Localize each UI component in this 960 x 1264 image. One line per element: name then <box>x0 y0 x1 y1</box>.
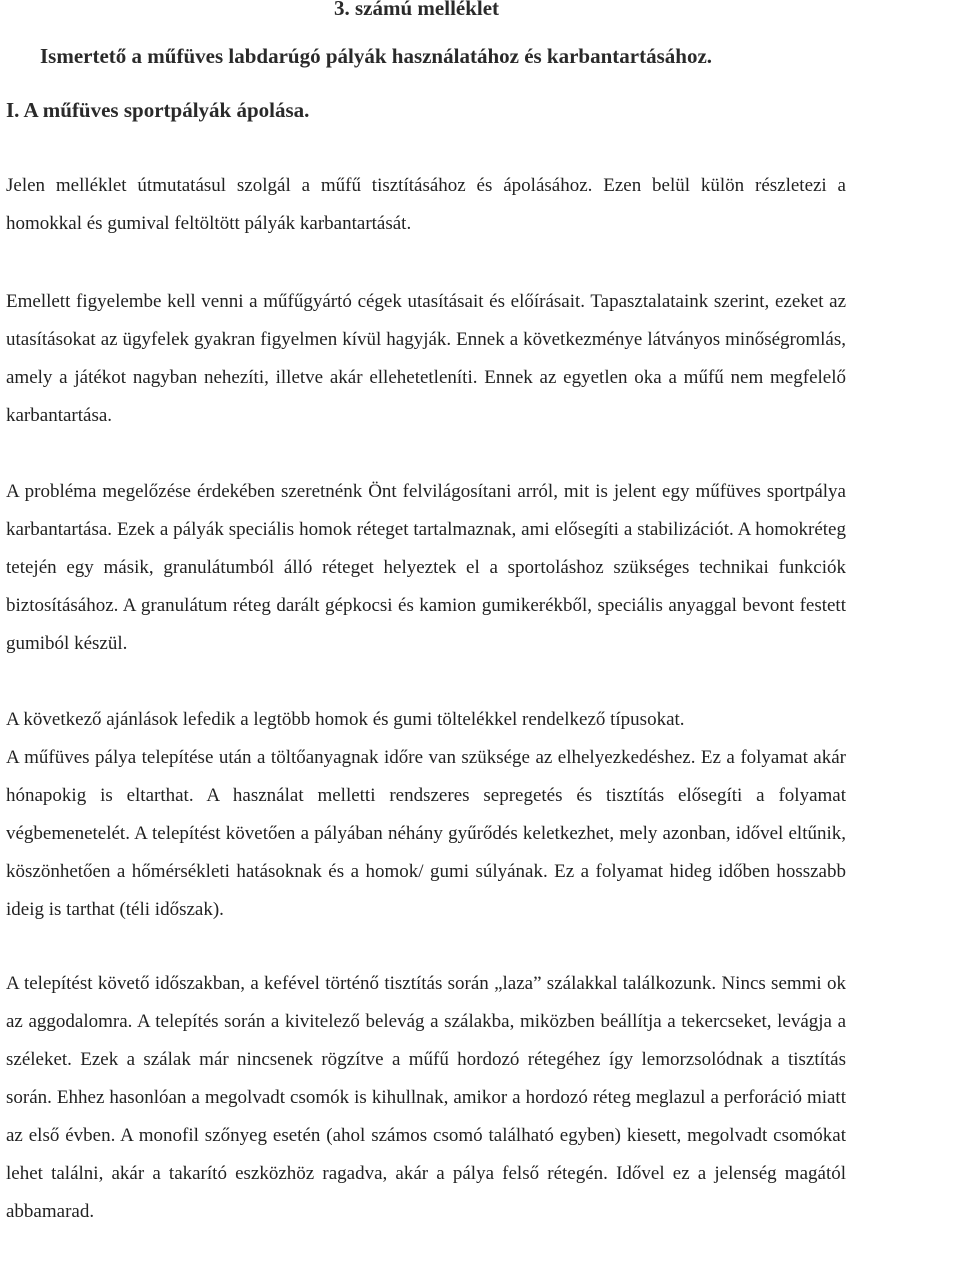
paragraph-manufacturer-instructions: Emellett figyelembe kell venni a műfűgyártó cégek utasításait és előírásait. Tapasztalataink szerint, ezeket az utasításokat az ügyfelek gyakran figyelmen kívül hagyják. Ennek a következménye látványos minőségromlás, amely a játékot nagyban nehezíti, illetve akár ellehetetleníti. Ennek az egyetlen oka a műfű nem megfelelő karbantartása. <box>6 291 846 426</box>
annex-title: 3. számú melléklet <box>334 0 500 20</box>
paragraph-intro: Jelen melléklet útmutatásul szolgál a műfű tisztításához és ápolásához. Ezen belül külön részletezi a homokkal és gumival feltöltött pályák karbantartását. <box>6 175 846 234</box>
section-title: I. A műfüves sportpályák ápolása. <box>6 98 310 122</box>
paragraph-loose-fibers: A telepítést követő időszakban, a kefével történő tisztítás során „laza” szálakkal találkozunk. Nincs semmi ok az aggodalomra. A telepítés során a kivitelező belevág a szálakba, miközben beállítja a tekercseket, levágja a széleket. Ezek a szálak már nincsenek rögzítve a műfű hordozó rétegéhez így lemorzsolódnak a tisztítás során. Ehhez hasonlóan a megolvadt csomók is kihullnak, amikor a hordozó réteg meglazul a perforáció miatt az első évben. A monofil szőnyeg esetén (ahol számos csomó található egyben) kiesett, megolvadt csomókat lehet találni, akár a takarító eszközhöz ragadva, akár a pálya felső rétegén. Idővel ez a jelenség magától abbamarad. <box>6 973 846 1222</box>
document-title: Ismertető a műfüves labdarúgó pályák használatához és karbantartásához. <box>40 44 713 68</box>
paragraph-after-installation: A műfüves pálya telepítése után a töltőanyagnak időre van szüksége az elhelyezkedéshez. Ez a folyamat akár hónapokig is eltarthat. A használat melletti rendszeres sepregetés és tisztítás elősegíti a folyamat végbemenetelét. A telepítést követően a pályában néhány gyűrődés keletkezhet, mely azonban, idővel eltűnik, köszönhetően a hőmérsékleti hatásoknak és a homok/ gumi súlyának. Ez a folyamat hideg időben hosszabb ideig is tarthat (téli időszak). <box>6 747 846 920</box>
paragraph-recommendations: A következő ajánlások lefedik a legtöbb homok és gumi töltelékkel rendelkező típusokat. <box>6 709 685 730</box>
paragraph-problem-prevention: A probléma megelőzése érdekében szeretnénk Önt felvilágosítani arról, mit is jelent egy műfüves sportpálya karbantartása. Ezek a pályák speciális homok réteget tartalmaznak, ami elősegíti a stabilizációt. A homokréteg tetején egy másik, granulátumból álló réteget helyeztek el a sportoláshoz szükséges technikai funkciók biztosításához. A granulátum réteg darált gépkocsi és kamion gumikerékből, speciális anyaggal bevont festett gumiból készül. <box>6 481 846 654</box>
